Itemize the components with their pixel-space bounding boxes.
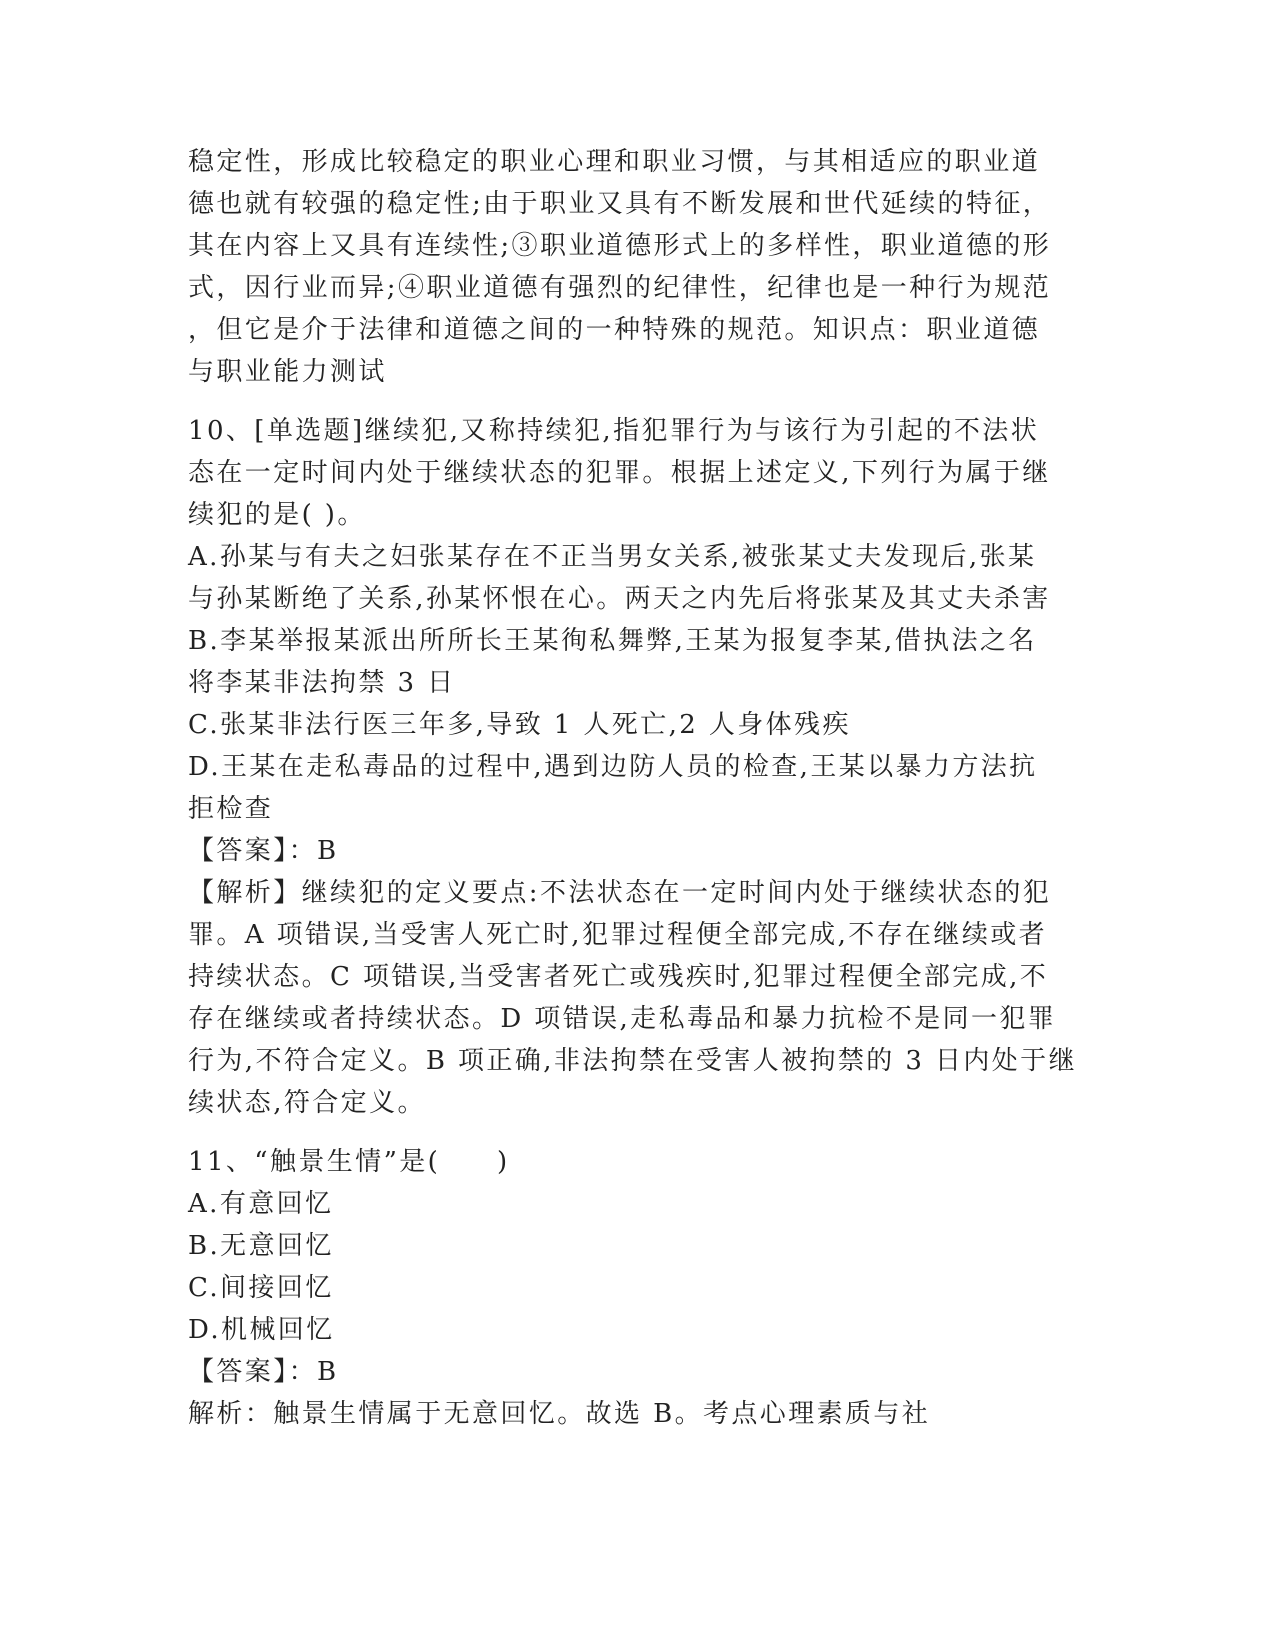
analysis-line: 续状态,符合定义。 xyxy=(188,1088,426,1118)
explanation-line: 式，因行业而异;④职业道德有强烈的纪律性，纪律也是一种行为规范 xyxy=(188,273,1052,303)
option-a-line: A.有意回忆 xyxy=(188,1189,334,1219)
explanation-line: 稳定性，形成比较稳定的职业心理和职业习惯，与其相适应的职业道 xyxy=(188,147,1041,177)
analysis-line: 行为,不符合定义。B 项正确,非法拘禁在受害人被拘禁的 3 日内处于继 xyxy=(188,1046,1077,1076)
explanation-line: 与职业能力测试 xyxy=(188,357,387,387)
explanation-line: 其在内容上又具有连续性;③职业道德形式上的多样性，职业道德的形 xyxy=(188,231,1052,261)
question-stem-line: 10、[单选题]继续犯,又称持续犯,指犯罪行为与该行为引起的不法状 xyxy=(188,416,1040,446)
analysis-line: 持续状态。C 项错误,当受害者死亡或残疾时,犯罪过程便全部完成,不 xyxy=(188,962,1049,992)
question-stem-line: 续犯的是( )。 xyxy=(188,500,366,530)
explanation-line: 德也就有较强的稳定性;由于职业又具有不断发展和世代延续的特征， xyxy=(188,189,1052,219)
option-d-line: D.机械回忆 xyxy=(188,1315,335,1345)
option-c-line: C.间接回忆 xyxy=(188,1273,334,1303)
answer-line: 【答案】：B xyxy=(188,1357,339,1387)
analysis-line: 存在继续或者持续状态。D 项错误,走私毒品和暴力抗检不是同一犯罪 xyxy=(188,1004,1057,1034)
question-stem-line: 11、“触景生情”是( ) xyxy=(188,1147,510,1177)
option-b-line: 将李某非法拘禁 3 日 xyxy=(188,668,456,698)
analysis-line: 【解析】继续犯的定义要点:不法状态在一定时间内处于继续状态的犯 xyxy=(188,878,1052,908)
explanation-line: ，但它是介于法律和道德之间的一种特殊的规范。知识点：职业道德 xyxy=(188,315,1041,345)
option-d-line: D.王某在走私毒品的过程中,遇到边防人员的检查,王某以暴力方法抗 xyxy=(188,752,1038,782)
answer-line: 【答案】：B xyxy=(188,836,339,866)
option-c-line: C.张某非法行医三年多,导致 1 人死亡,2 人身体残疾 xyxy=(188,710,851,740)
option-a-line: 与孙某断绝了关系,孙某怀恨在心。两天之内先后将张某及其丈夫杀害 xyxy=(188,584,1051,614)
analysis-line: 解析：触景生情属于无意回忆。故选 B。考点心理素质与社 xyxy=(188,1399,931,1429)
option-d-line: 拒检查 xyxy=(188,794,274,824)
option-b-line: B.李某举报某派出所所长王某徇私舞弊,王某为报复李某,借执法之名 xyxy=(188,626,1037,656)
question-stem-line: 态在一定时间内处于继续状态的犯罪。根据上述定义,下列行为属于继 xyxy=(188,458,1051,488)
option-a-line: A.孙某与有夫之妇张某存在不正当男女关系,被张某丈夫发现后,张某 xyxy=(188,542,1037,572)
option-b-line: B.无意回忆 xyxy=(188,1231,334,1261)
analysis-line: 罪。A 项错误,当受害人死亡时,犯罪过程便全部完成,不存在继续或者 xyxy=(188,920,1048,950)
